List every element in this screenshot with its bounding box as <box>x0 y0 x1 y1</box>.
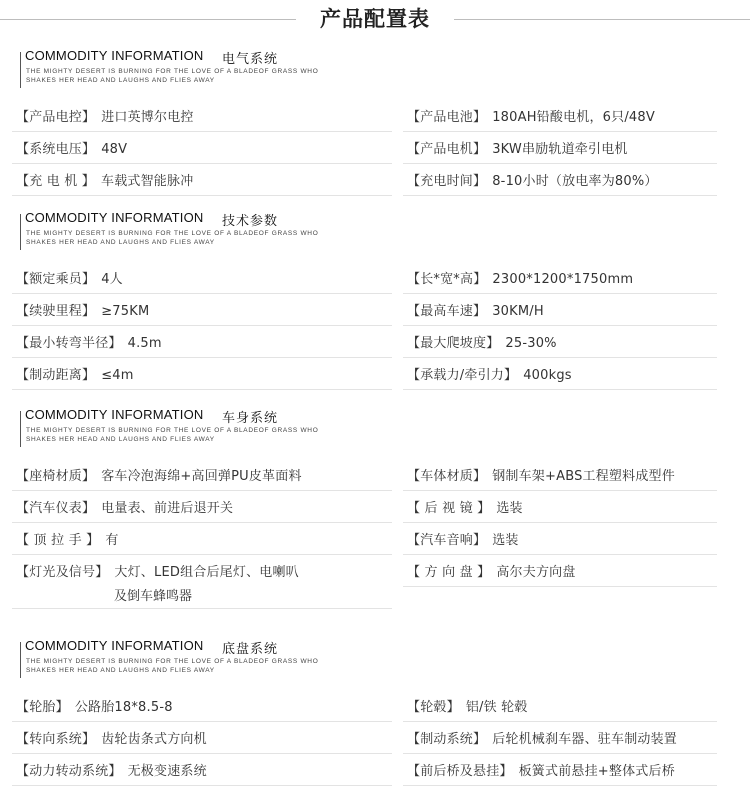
spec-value: 电量表、前进后退开关 <box>101 501 234 516</box>
spec-row <box>403 262 717 294</box>
spec-label: 【系统电压】 <box>16 142 96 157</box>
spec-row <box>12 132 392 164</box>
section-subtitle: THE MIGHTY DESERT IS BURNING FOR THE LOVE OF A BLADEOF GRASS WHO SHAKES HER HEAD AND LAUGHS AND FLIES AWAY <box>26 230 319 246</box>
section-title-en: COMMODITY INFORMATION <box>25 48 204 63</box>
spec-label: 【充电时间】 <box>407 174 487 189</box>
spec-value: 客车冷泡海绵+高回弹PU皮革面料 <box>101 469 302 484</box>
spec-row <box>403 459 717 491</box>
spec-label: 【 后 视 镜 】 <box>407 501 491 516</box>
spec-row <box>12 326 392 358</box>
spec-row <box>403 722 717 754</box>
spec-value: 齿轮齿条式方向机 <box>101 732 207 747</box>
spec-value: 3KW串励轨道牵引电机 <box>492 142 628 157</box>
spec-row <box>403 523 717 555</box>
spec-row <box>403 690 717 722</box>
spec-value: 180AH铅酸电机，6只/48V <box>492 110 655 125</box>
page-title: 产品配置表 <box>320 7 430 31</box>
spec-value: 钢制车架+ABS工程塑料成型件 <box>492 469 675 484</box>
spec-value: 选装 <box>492 533 519 548</box>
section-header-bar <box>20 214 21 250</box>
spec-row <box>403 100 717 132</box>
spec-value: 有 <box>105 533 119 548</box>
spec-value: ≤4m <box>101 368 134 383</box>
spec-row <box>403 754 717 786</box>
spec-value: 大灯、LED组合后尾灯、电喇叭 <box>114 565 299 580</box>
section-header-bar <box>20 52 21 88</box>
section-title-en: COMMODITY INFORMATION <box>25 638 204 653</box>
spec-value: 2300*1200*1750mm <box>492 272 634 287</box>
spec-row <box>403 491 717 523</box>
spec-label: 【长*宽*高】 <box>407 272 487 287</box>
spec-label: 【承载力/牵引力】 <box>407 368 518 383</box>
section-title-cn: 技术参数 <box>222 214 279 229</box>
spec-label: 【轮毂】 <box>407 700 460 715</box>
spec-row <box>403 326 717 358</box>
section-header <box>20 638 340 686</box>
spec-label: 【灯光及信号】 <box>16 565 109 580</box>
spec-label: 【产品电机】 <box>407 142 487 157</box>
spec-row <box>12 690 392 722</box>
spec-value: 车载式智能脉冲 <box>101 174 194 189</box>
spec-row <box>12 459 392 491</box>
spec-value: 公路胎18*8.5-8 <box>74 700 173 715</box>
section-subtitle: THE MIGHTY DESERT IS BURNING FOR THE LOVE OF A BLADEOF GRASS WHO SHAKES HER HEAD AND LAUGHS AND FLIES AWAY <box>26 658 319 674</box>
spec-value-continued: 及倒车蜂鸣器 <box>114 589 193 604</box>
title-divider-left <box>0 19 296 20</box>
spec-label: 【续驶里程】 <box>16 304 96 319</box>
spec-label: 【最小转弯半径】 <box>16 336 122 351</box>
spec-value: 高尔夫方向盘 <box>496 565 576 580</box>
spec-row <box>403 555 717 587</box>
spec-row <box>403 132 717 164</box>
section-title-en: COMMODITY INFORMATION <box>25 210 204 225</box>
spec-value: 4人 <box>101 272 123 287</box>
spec-row <box>12 358 392 390</box>
spec-value: 48V <box>101 142 128 157</box>
spec-label: 【产品电控】 <box>16 110 96 125</box>
section-header <box>20 407 340 455</box>
spec-value: 铝/铁 轮毂 <box>465 700 528 715</box>
page-header <box>0 0 750 40</box>
spec-row <box>12 262 392 294</box>
spec-row <box>403 164 717 196</box>
spec-label: 【前后桥及悬挂】 <box>407 764 513 779</box>
section-subtitle: THE MIGHTY DESERT IS BURNING FOR THE LOVE OF A BLADEOF GRASS WHO SHAKES HER HEAD AND LAUGHS AND FLIES AWAY <box>26 427 319 443</box>
spec-label: 【最大爬坡度】 <box>407 336 500 351</box>
spec-row <box>403 358 717 390</box>
spec-label: 【制动距离】 <box>16 368 96 383</box>
spec-label: 【 方 向 盘 】 <box>407 565 491 580</box>
section-title-cn: 底盘系统 <box>222 642 279 657</box>
spec-value: 无极变速系统 <box>127 764 207 779</box>
spec-value: 选装 <box>496 501 523 516</box>
section-header-bar <box>20 411 21 447</box>
spec-row <box>12 523 392 555</box>
spec-row <box>12 294 392 326</box>
section-header-bar <box>20 642 21 678</box>
spec-label: 【座椅材质】 <box>16 469 96 484</box>
spec-label: 【 顶 拉 手 】 <box>16 533 100 548</box>
spec-value: 400kgs <box>523 368 572 383</box>
spec-row <box>12 100 392 132</box>
spec-value: ≥75KM <box>101 304 150 319</box>
spec-row <box>12 754 392 786</box>
spec-label: 【充 电 机 】 <box>16 174 95 189</box>
section-title-cn: 车身系统 <box>222 411 279 426</box>
title-divider-right <box>454 19 750 20</box>
spec-value: 板簧式前悬挂+整体式后桥 <box>518 764 675 779</box>
spec-label: 【车体材质】 <box>407 469 487 484</box>
spec-label: 【额定乘员】 <box>16 272 96 287</box>
section-title-en: COMMODITY INFORMATION <box>25 407 204 422</box>
section-header <box>20 48 340 96</box>
spec-value: 8-10小时（放电率为80%） <box>492 174 658 189</box>
spec-value: 后轮机械刹车器、驻车制动装置 <box>492 732 678 747</box>
spec-label: 【轮胎】 <box>16 700 69 715</box>
spec-label: 【最高车速】 <box>407 304 487 319</box>
spec-label: 【汽车音响】 <box>407 533 487 548</box>
section-subtitle: THE MIGHTY DESERT IS BURNING FOR THE LOVE OF A BLADEOF GRASS WHO SHAKES HER HEAD AND LAUGHS AND FLIES AWAY <box>26 68 319 84</box>
spec-row <box>12 164 392 196</box>
spec-label: 【产品电池】 <box>407 110 487 125</box>
spec-value: 进口英博尔电控 <box>101 110 194 125</box>
spec-label: 【汽车仪表】 <box>16 501 96 516</box>
section-title-cn: 电气系统 <box>222 52 279 67</box>
spec-label: 【转向系统】 <box>16 732 96 747</box>
spec-row <box>403 294 717 326</box>
spec-value: 30KM/H <box>492 304 544 319</box>
spec-value: 25-30% <box>505 336 557 351</box>
section-header <box>20 210 340 258</box>
spec-row <box>12 555 392 609</box>
spec-row <box>12 722 392 754</box>
spec-value: 4.5m <box>127 336 162 351</box>
spec-label: 【动力转动系统】 <box>16 764 122 779</box>
spec-label: 【制动系统】 <box>407 732 487 747</box>
spec-row <box>12 491 392 523</box>
